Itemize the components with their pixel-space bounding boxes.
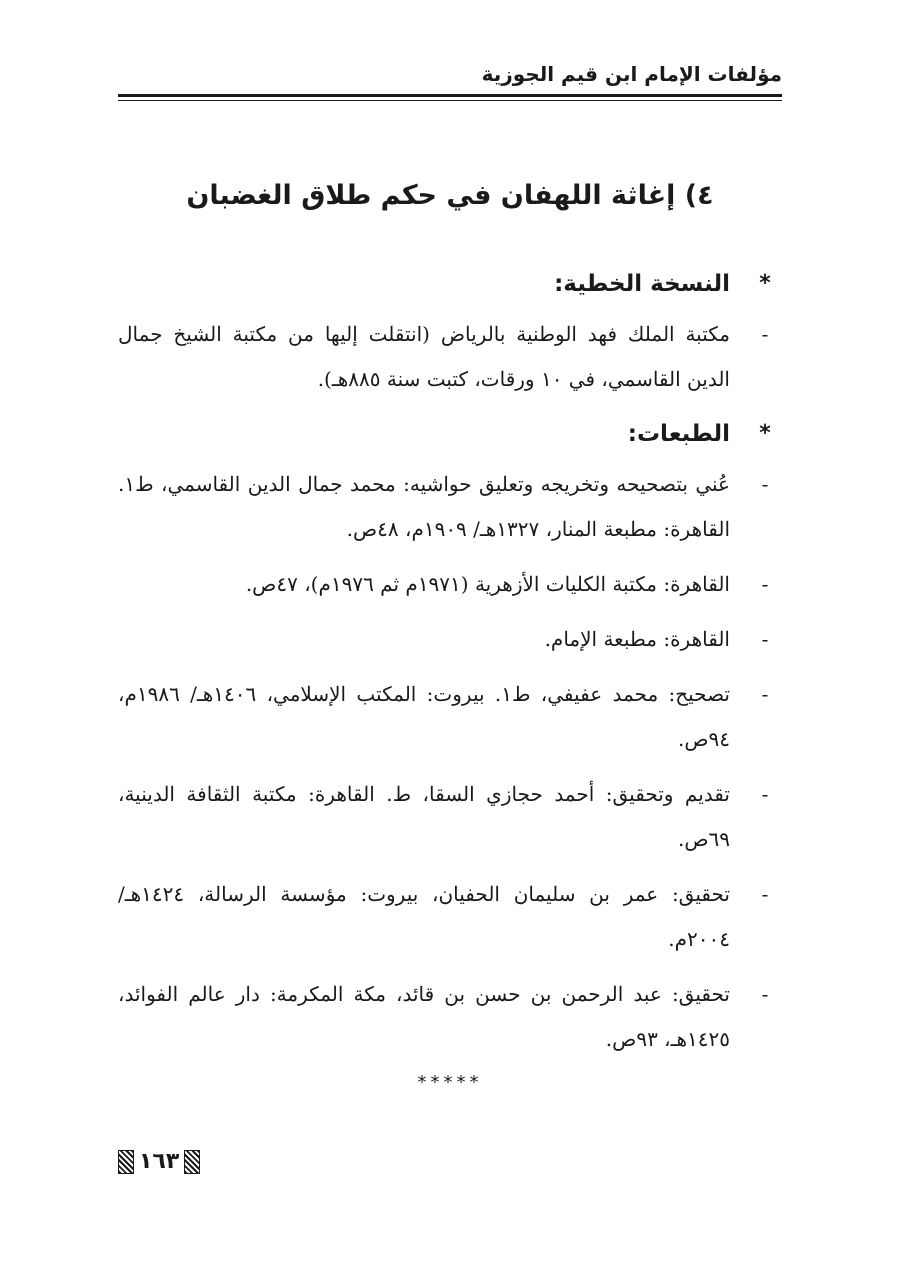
list-item-text: عُني بتصحيحه وتخريجه وتعليق حواشيه: محمد جمال الدين القاسمي، ط١. القاهرة: مطبعة المنار، ١٣٢٧هـ/ ١٩٠٩م، ٤٨ص.	[118, 472, 730, 541]
list-item-text: مكتبة الملك فهد الوطنية بالرياض (انتقلت إليها من مكتبة الشيخ جمال الدين القاسمي، في ١٠ ورقات، كتبت سنة ٨٨٥هـ).	[118, 322, 730, 391]
running-header	[118, 58, 782, 90]
list-item-text: تصحيح: محمد عفيفي، ط١. بيروت: المكتب الإسلامي، ١٤٠٦هـ/ ١٩٨٦م، ٩٤ص.	[118, 682, 730, 751]
list-item	[118, 312, 782, 402]
page-number: ١٦٣	[139, 1149, 180, 1174]
chapter-title: ٤) إغاثة اللهفان في حكم طلاق الغضبان	[186, 180, 714, 211]
dash-bullet: -	[761, 882, 769, 906]
asterisk-icon: *	[759, 421, 771, 446]
dash-bullet: -	[761, 572, 769, 596]
section-heading	[118, 262, 782, 306]
list-item	[118, 872, 782, 962]
list-item	[118, 462, 782, 552]
list-item	[118, 562, 782, 607]
content-body	[118, 262, 782, 1093]
header-rule-thick	[118, 94, 782, 97]
section-manuscripts	[118, 262, 782, 402]
dash-bullet: -	[761, 472, 769, 496]
dash-bullet: -	[761, 982, 769, 1006]
list-item	[118, 972, 782, 1062]
dash-bullet: -	[761, 627, 769, 651]
list-item	[118, 772, 782, 862]
header-rule-thin	[118, 100, 782, 101]
section-editions	[118, 412, 782, 1062]
ornament-left-icon	[118, 1150, 134, 1174]
dash-bullet: -	[761, 782, 769, 806]
list-item-text: القاهرة: مكتبة الكليات الأزهرية (١٩٧١م ثم ١٩٧٦م)، ٤٧ص.	[245, 572, 730, 596]
asterisk-icon: *	[759, 271, 771, 296]
running-title: مؤلفات الإمام ابن قيم الجوزية	[481, 62, 782, 86]
section-heading-text: النسخة الخطية:	[554, 271, 730, 297]
list-item	[118, 617, 782, 662]
dash-bullet: -	[761, 682, 769, 706]
section-heading	[118, 412, 782, 456]
dash-bullet: -	[761, 322, 769, 346]
list-item	[118, 672, 782, 762]
section-divider-stars: *****	[417, 1072, 483, 1093]
ornament-right-icon	[184, 1150, 200, 1174]
list-item-text: تحقيق: عبد الرحمن بن حسن بن قائد، مكة المكرمة: دار عالم الفوائد، ١٤٢٥هـ، ٩٣ص.	[118, 982, 730, 1051]
list-item-text: القاهرة: مطبعة الإمام.	[544, 627, 730, 651]
list-item-text: تقديم وتحقيق: أحمد حجازي السقا، ط. القاهرة: مكتبة الثقافة الدينية، ٦٩ص.	[118, 782, 730, 851]
page-number-box	[118, 1148, 200, 1176]
list-item-text: تحقيق: عمر بن سليمان الحفيان، بيروت: مؤسسة الرسالة، ١٤٢٤هـ/ ٢٠٠٤م.	[118, 882, 730, 951]
section-heading-text: الطبعات:	[627, 421, 730, 447]
